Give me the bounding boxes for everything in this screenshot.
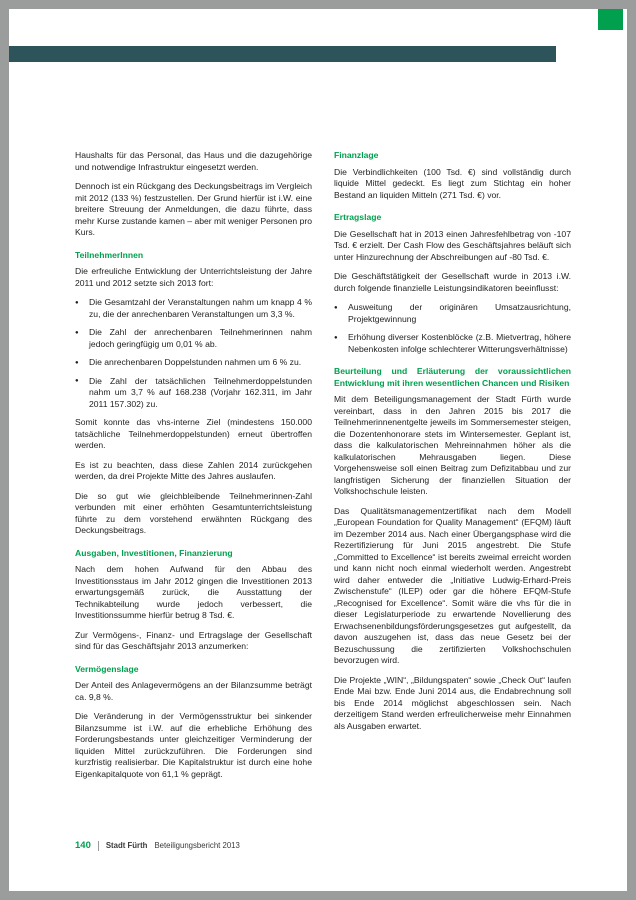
- footer-divider: [98, 841, 99, 851]
- paragraph-unterrichtsleistung-intro: Die erfreuliche Entwicklung der Unterrichtsleistung der Jahre 2011 und 2012 setzte sich 2013 fort:: [75, 266, 312, 288]
- paragraph-deckungsbeitrag: Dennoch ist ein Rückgang des Deckungsbeitrags im Vergleich mit 2012 (133 %) festzustellen. Der Grund hierfür ist i.W. eine breitere Streuung der Anmeldungen, die dazu führte, dass mehr Kurse zustande kamen – aber mit weniger Personen pro Kurs.: [75, 181, 312, 237]
- paragraph-vermoegensstruktur: Die Veränderung in der Vermögensstruktur bei sinkender Bilanzsumme ist i.W. auf die erhebliche Erhöhung des Forderungsbestands unter gleichzeitiger Verminderung der liquiden Mittel zurückzuführen. Die Forderungen sind kurzfristig realisierbar. Die Kapitalstruktur ist durch eine hohe Eigenkapitalquote von 61,1 % geprägt.: [75, 711, 312, 779]
- paragraph-verbindlichkeiten: Die Verbindlichkeiten (100 Tsd. €) sind vollständig durch liquide Mittel gedeckt. Es liegt zum Stichtag ein hoher Bestand an liquiden Mitteln (271 Tsd. €) vor.: [334, 166, 571, 200]
- document-page: [9, 9, 627, 891]
- page-number: 140: [75, 840, 91, 851]
- paragraph-vhs-ziel: Somit konnte das vhs-interne Ziel (mindestens 150.000 tatsächliche Teilnehmerdoppelstunden) erneut übertroffen werden.: [75, 417, 312, 450]
- bullet-list-leistungsindikatoren: [334, 302, 571, 355]
- heading-finanzlage: Finanzlage: [334, 150, 379, 160]
- bullet-item: ● Die Gesamtzahl der Veranstaltungen nahm um knapp 4 % zu, die der anrechenbaren Veranstaltungen um 3,3 %.: [75, 297, 312, 320]
- paragraph-teilnehmerinnen-zahl: Die so gut wie gleichbleibende Teilnehmerinnen-Zahl verbunden mit einer erhöhten Gesamtunterrichtsleistung führte zu dem vorstehend erwähnten Rückgang des Deckungsbeitrags.: [75, 490, 312, 535]
- paragraph-zahlen-2014: Es ist zu beachten, dass diese Zahlen 2014 zurückgehen werden, da drei Projekte Mitte des Jahres auslaufen.: [75, 459, 312, 481]
- bullet-item: ● Erhöhung diverser Kostenblöcke (z.B. Mietvertrag, höhere Nebenkosten infolge schlechterer Witterungsverhältnisse): [334, 332, 571, 355]
- footer-report-title: Beteiligungsbericht 2013: [154, 841, 240, 850]
- left-column: [75, 150, 312, 788]
- header-bar: [9, 46, 556, 62]
- heading-teilnehmerinnen: TeilnehmerInnen: [75, 249, 144, 260]
- paragraph-jahresfehlbetrag: Die Gesellschaft hat in 2013 einen Jahresfehlbetrag von -107 Tsd. € erzielt. Der Cash Flow des Geschäftsjahres beläuft sich unter Hinzurechnung der Abschreibungen auf -80 Tsd. €.: [334, 228, 571, 262]
- page-footer: [75, 840, 240, 851]
- bullet-item: ● Die Zahl der tatsächlichen Teilnehmerdoppelstunden nahm um 3,7 % auf 168.238 (Vorjahr 162.311, im Jahr 2011 157.302) zu.: [75, 376, 312, 411]
- paragraph-projekte: Die Projekte „WIN“, „Bildungspaten“ sowie „Check Out“ laufen Ende Mai bzw. Ende Juni 2014 aus, die Endabrechnung soll bis Ende 2014 möglichst abgeschlossen sein. Nach derzeitigem Stand werden erfreulicherweise mehr Einnahmen als Ausgaben erwartet.: [334, 674, 571, 731]
- bullet-item: ● Die anrechenbaren Doppelstunden nahmen um 6 % zu.: [75, 357, 312, 369]
- paragraph-lagen-intro: Zur Vermögens-, Finanz- und Ertragslage der Gesellschaft sind für das Geschäftsjahr 2013 anzumerken:: [75, 629, 312, 651]
- paragraph-leistungsindikatoren-intro: Die Geschäftstätigkeit der Gesellschaft wurde in 2013 i.W. durch folgende finanzielle Leistungsindikatoren beeinflusst:: [334, 271, 571, 293]
- chapter-tab-marker: [598, 9, 623, 30]
- footer-publisher: Stadt Fürth: [105, 841, 148, 850]
- bullet-item: ● Ausweitung der originären Umsatzausrichtung, Projektgewinnung: [334, 302, 571, 325]
- bullet-item: ● Die Zahl der anrechenbaren Teilnehmerinnen nahm jedoch geringfügig um 0,01 % ab.: [75, 327, 312, 350]
- paragraph-investitionen: Nach dem hohen Aufwand für den Abbau des Investitionsstaus im Jahr 2012 gingen die Investitionen 2013 erwartungsgemäß zurück, die Ausstattung der Technikabteilung wurde jedoch verbessert, die Investitionssumme hierfür betrug 8 Tsd. €.: [75, 564, 312, 620]
- page-content: [75, 150, 571, 788]
- paragraph-beteiligungsmanagement: Mit dem Beteiligungsmanagement der Stadt Fürth wurde vereinbart, dass in den Jahren 2015 bis 2017 die Teilnehmerinnenentgelte jeweils im Sommersemester steigen, die Dozentenhonorare stets im Wintersemester. Geplant ist, dass die kalkulatorischen Mehreinnahmen höher als die kalkulatorischen Mehrausgaben liegen. Diese Vorgehensweise soll einen Beitrag zum Defizitabbau und zur langfristigen Sicherung der finanziellen Situation der Volkshochschule leisten.: [334, 394, 571, 496]
- heading-beurteilung-entwicklung-chancen-risiken: Beurteilung und Erläuterung der voraussichtlichen Entwicklung mit ihren wesentlichen Chancen und Risiken: [334, 366, 571, 388]
- paragraph-anlagevermoegen: Der Anteil des Anlagevermögens an der Bilanzsumme beträgt ca. 9,8 %.: [75, 680, 312, 702]
- paragraph-efqm-zertifikat: Das Qualitätsmanagementzertifikat nach dem Modell „European Foundation for Quality Management“ (EFQM) läuft im Dezember 2014 aus. Nach einer Übergangsphase wird die Rezertifizierung für Juni 2015 angestrebt. Die Stufe „Committed to Excellence“ ist bereits zweimal erreicht worden und kann nicht noch einmal wiederholt werden. Angestrebt wird daher entweder die „Initiative Ludwig-Erhard-Preis Zwischenstufe“ (ILEP) oder gar die höhere EFQM-Stufe „Recognised for Excellence“. Somit wäre die vhs für die in dieser Legislaturperiode zu erwartende Novellierung des Erwachsenenbildungsförderungsgesetzes gut aufgestellt, da davon auszugehen ist, dass das neue Gesetz bei der Bezuschussung die zertifizierten Volkshochschulen bevorzugen wird.: [334, 505, 571, 665]
- bullet-list-teilnehmer: [75, 297, 312, 410]
- paragraph-haushalt-continuation: Haushalts für das Personal, das Haus und die dazugehörige und notwendige Infrastruktur eingesetzt werden.: [75, 150, 312, 172]
- heading-ausgaben-investitionen-finanzierung: Ausgaben, Investitionen, Finanzierung: [75, 547, 233, 558]
- heading-ertragslage: Ertragslage: [334, 212, 382, 222]
- right-column: [334, 150, 571, 788]
- heading-vermoegenslage: Vermögenslage: [75, 663, 139, 674]
